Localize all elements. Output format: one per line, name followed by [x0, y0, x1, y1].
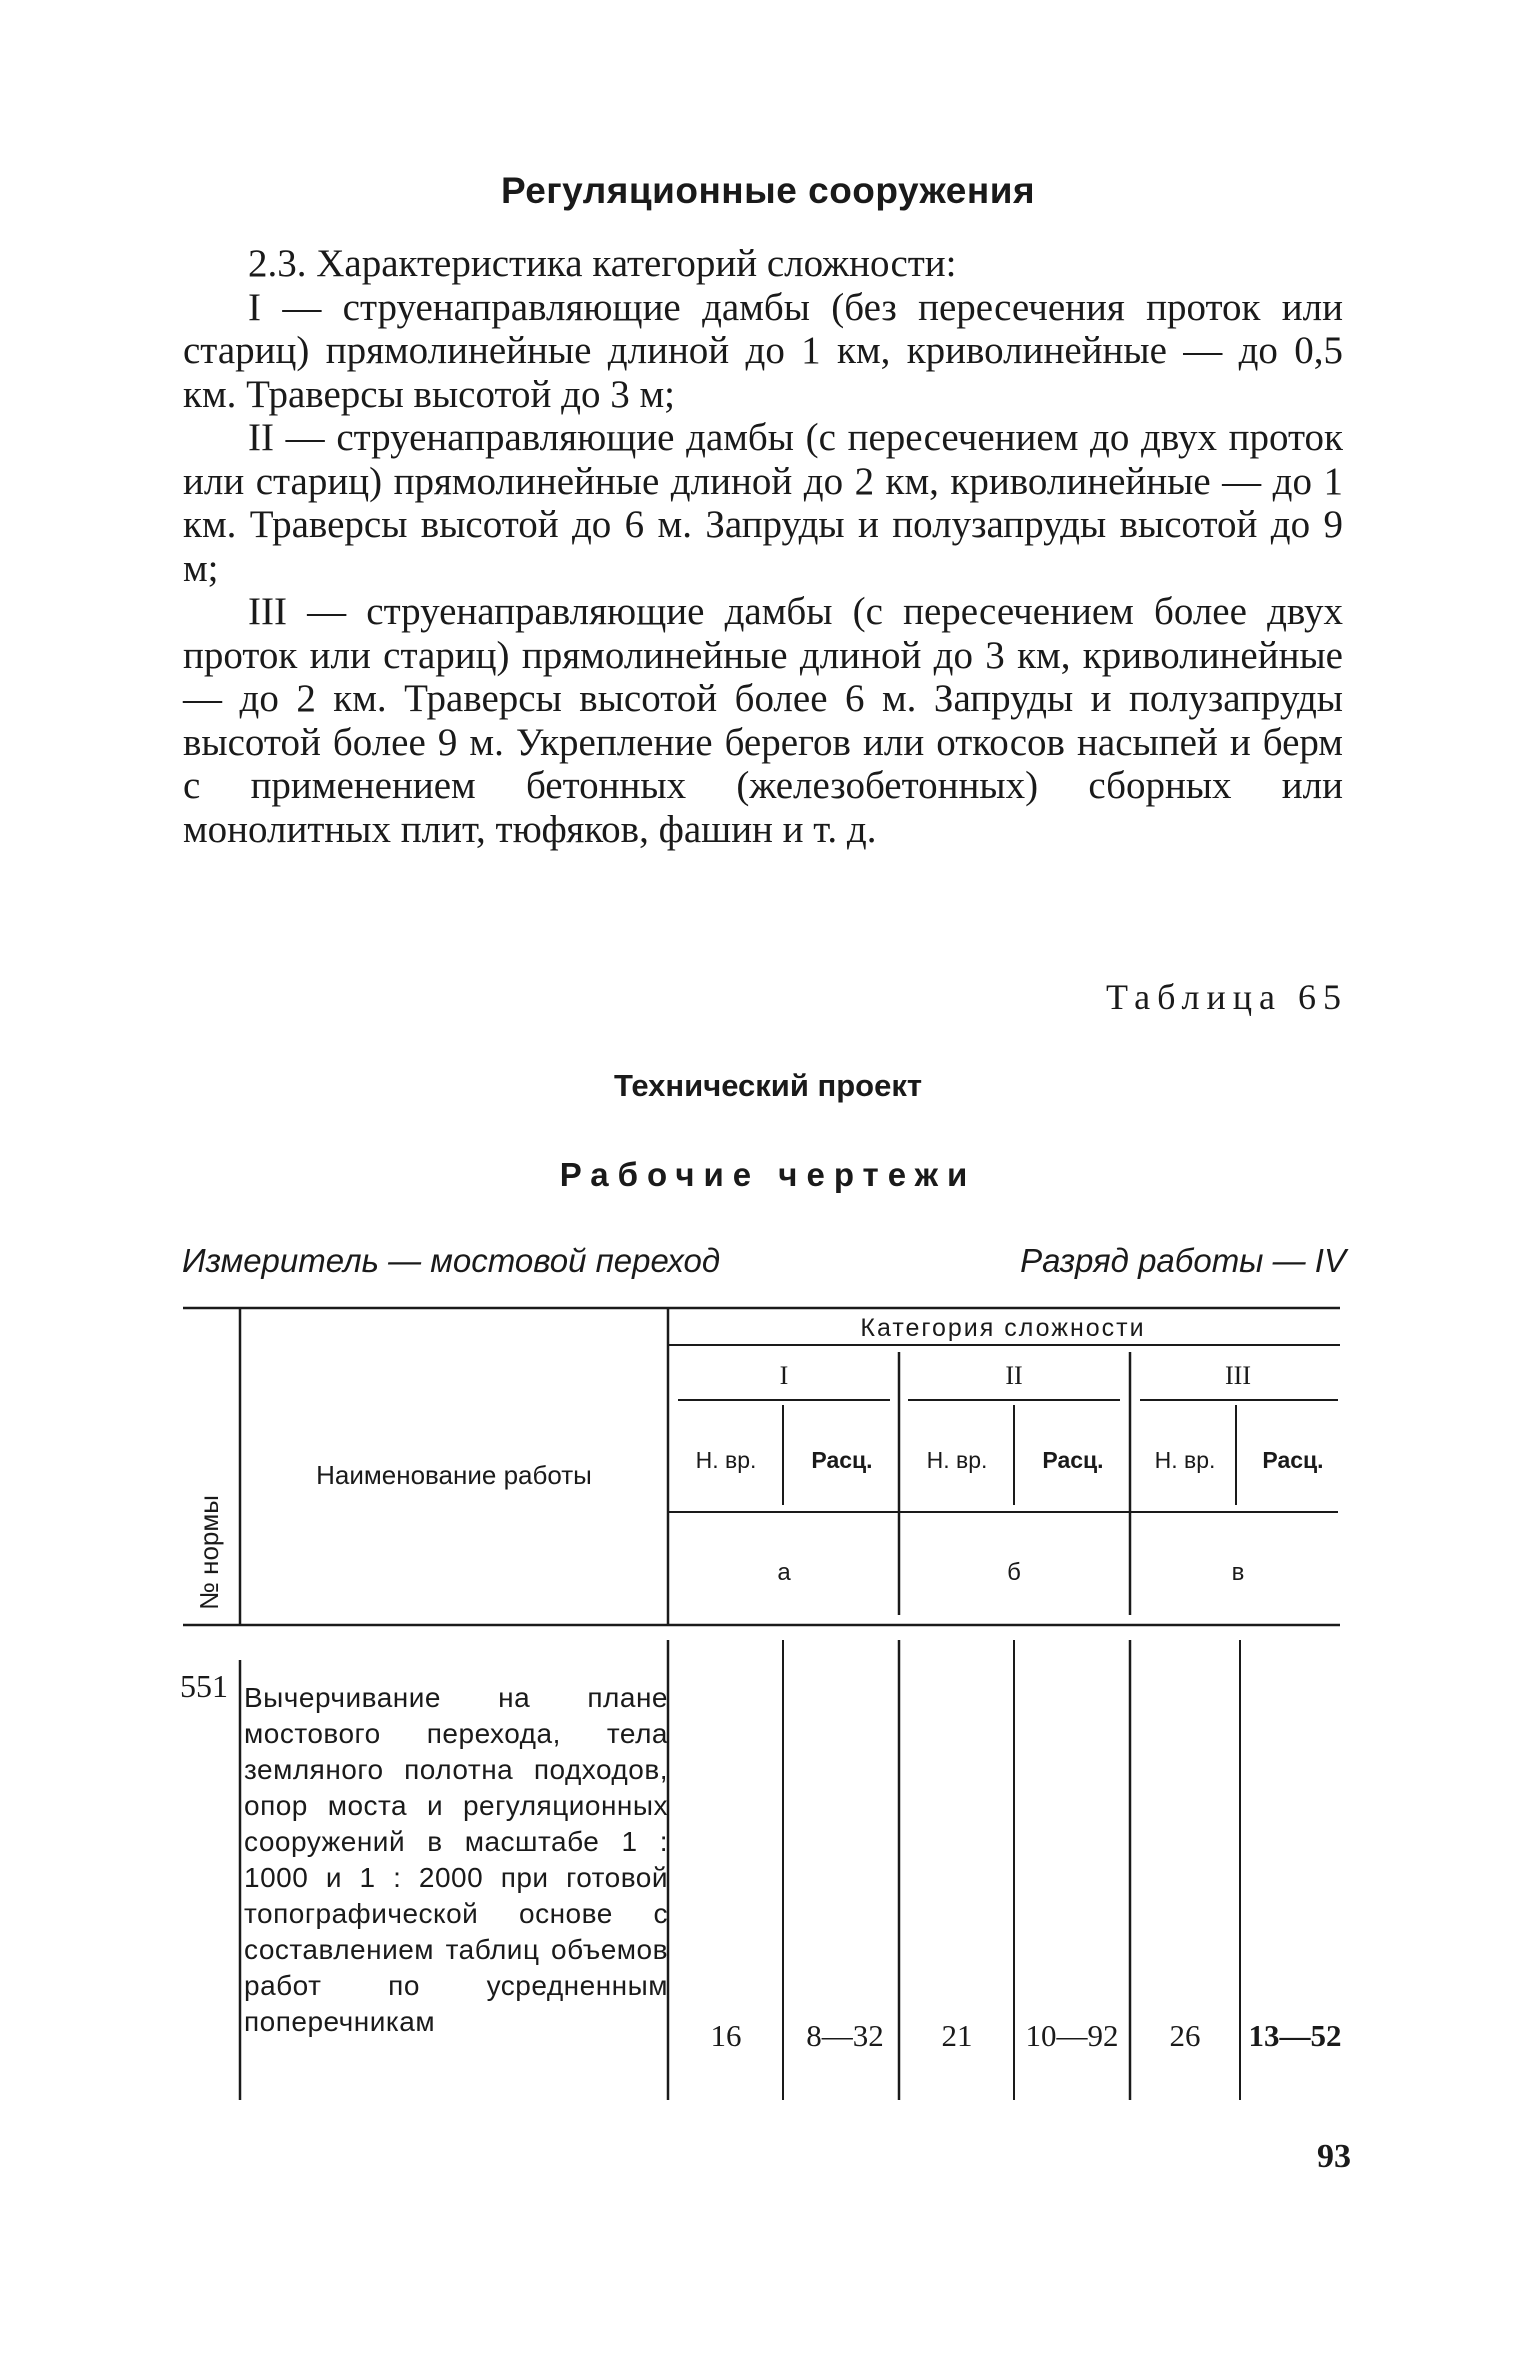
table-caption: Таблица 65: [1106, 977, 1348, 1017]
rasc-header-3: Расц.: [1262, 1447, 1324, 1473]
paragraph-intro: 2.3. Характеристика категорий сложности:: [248, 242, 957, 285]
hvr-header-3: Н. вр.: [1154, 1447, 1216, 1473]
paragraph-category-1: I — струенаправляющие дамбы (без пересечения проток или стариц) прямолинейные длиной до 1 км, криволинейные — до 0,5 км. Траверсы высотой до 3 м;: [183, 285, 1343, 416]
page-number: 93: [1317, 2138, 1351, 2175]
letter-v: в: [1231, 1559, 1245, 1586]
value-2-rasc: 10—92: [1025, 2018, 1119, 2053]
rasc-header-2: Расц.: [1042, 1447, 1104, 1473]
col-work-header: Наименование работы: [316, 1460, 592, 1490]
tech-project-title: Технический проект: [613, 1068, 923, 1103]
working-drawings-title: Рабочие чертежи: [559, 1156, 977, 1193]
meter-label: Измеритель — мостовой переход: [182, 1242, 721, 1279]
paragraph-category-2: II — струенаправляющие дамбы (с пересечением до двух проток или стариц) прямолинейные длиной до 2 км, криволинейные — до 1 км. Траверсы высотой до 6 м. Запруды и полузапруды высотой до 9 м;: [183, 416, 1343, 590]
value-3-hvr: 26: [1169, 2018, 1201, 2053]
category-1-label: I: [779, 1361, 789, 1390]
rasc-header-1: Расц.: [811, 1447, 873, 1473]
grade-label: Разряд работы — IV: [1020, 1242, 1346, 1279]
section-title: Регуляционные сооружения: [500, 170, 1036, 211]
row-work-name: Вычерчивание на плане мостового перехода, тела земляного полотна подходов, опор моста и регуляционных сооружений в масштабе 1 : 1000 и 1 : 2000 при готовой топографической основе с составлением таблиц объемов работ по усредненным поперечникам: [244, 1682, 668, 2037]
letter-b: б: [1007, 1559, 1021, 1586]
value-2-hvr: 21: [941, 2018, 973, 2053]
letter-a: а: [777, 1559, 791, 1586]
row-norm-number: 551: [180, 1668, 228, 1704]
value-1-hvr: 16: [710, 2018, 742, 2053]
col-norm-header: № нормы: [194, 1495, 224, 1610]
hvr-header-2: Н. вр.: [926, 1447, 988, 1473]
value-1-rasc: 8—32: [806, 2018, 884, 2053]
category-3-label: III: [1225, 1361, 1251, 1390]
category-2-label: II: [1005, 1361, 1023, 1390]
category-header: Категория сложности: [860, 1314, 1146, 1342]
value-3-rasc: 13—52: [1248, 2018, 1342, 2053]
hvr-header-1: Н. вр.: [695, 1447, 757, 1473]
paragraph-category-3: III — струенаправляющие дамбы (с пересечением более двух проток или стариц) прямолинейные длиной до 3 км, криволинейные — до 2 км. Траверсы высотой более 6 м. Запруды и полузапруды высотой более 9 м. Укрепление берегов или откосов насыпей и берм с применением бетонных (железобетонных) сборных или монолитных плит, тюфяков, фашин и т. д.: [183, 590, 1343, 851]
